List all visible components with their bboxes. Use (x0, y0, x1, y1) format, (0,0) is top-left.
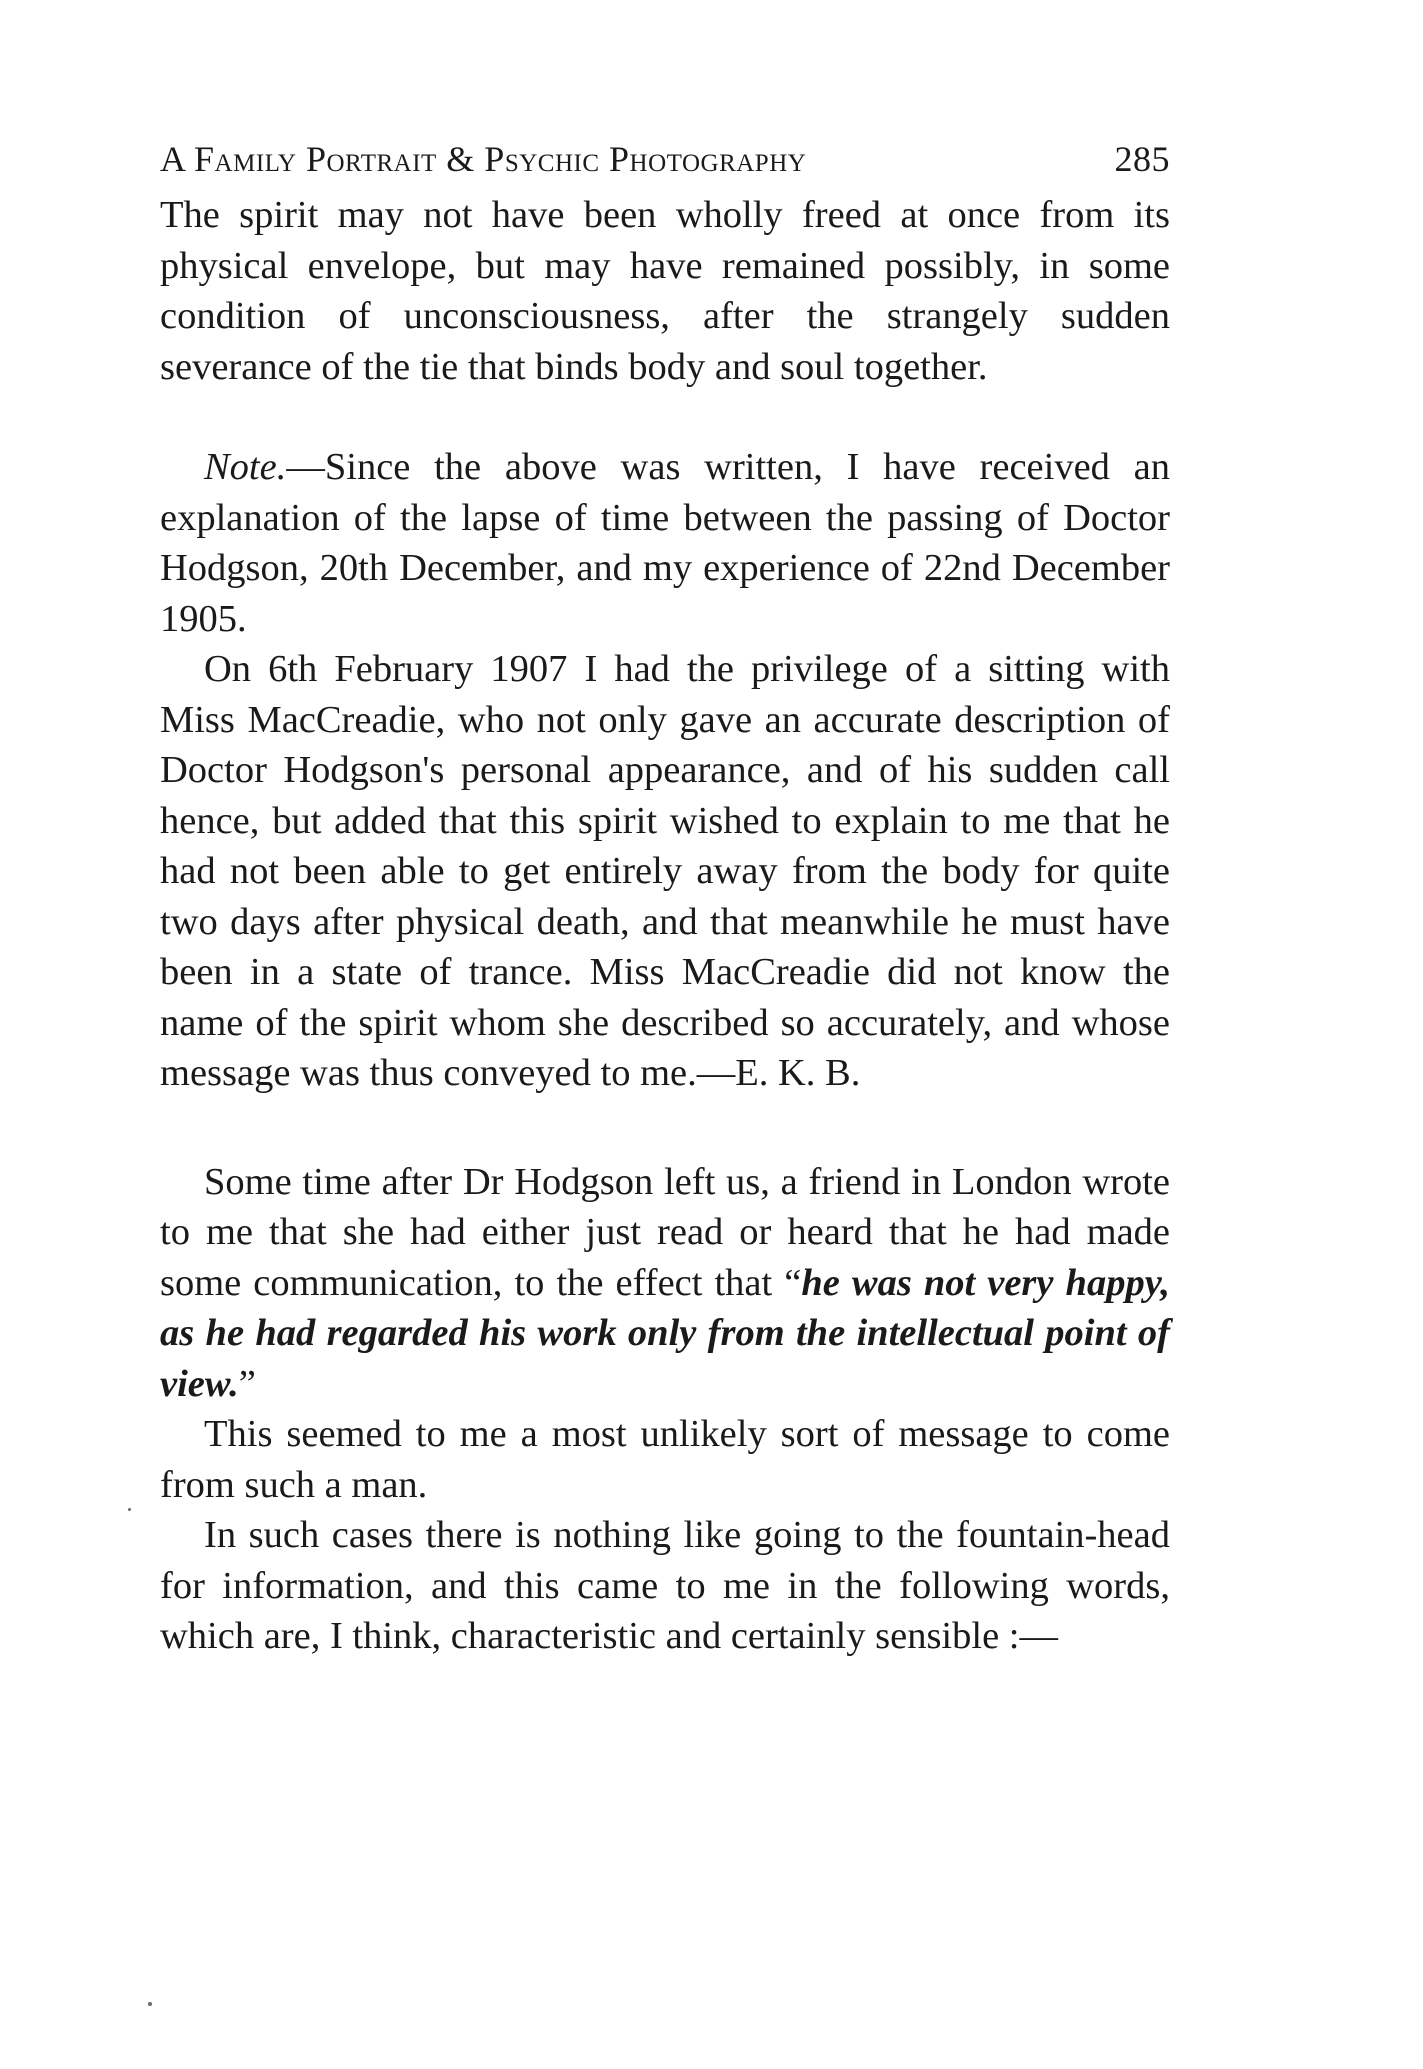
quoted-message: he was not very happy, as he had regarded his work only from the intellectual point of view. (160, 1261, 1170, 1405)
paragraph-friend-letter (160, 1157, 1170, 1410)
paragraph-fountain-head: In such cases there is nothing like going to the fountain-head for information, and this came to me in the following words, which are, I think, characteristic and certainly sensible :— (160, 1514, 1170, 1657)
paragraph-spirit: The spirit may not have been wholly freed at once from its physical envelope, but may have remained possibly, in some condition of unconsciousness, after the strangely sudden severance of the tie that binds body and soul together. (160, 194, 1170, 388)
paragraph-sitting: On 6th February 1907 I had the privilege of a sitting with Miss MacCreadie, who not only gave an accurate description of Doctor Hodgson's personal appearance, and of his sudden call hence, but added that this spirit wished to explain to me that he had not been able to get entirely away from the body for quite two days after physical death, and that meanwhile he must have been in a state of trance. Miss MacCreadie did not know the name of the spirit whom she described so accurately, and whose message was thus conveyed to me.—E. K. B. (160, 648, 1170, 1094)
note-label: Note. (204, 446, 287, 488)
paper-speck (128, 1508, 131, 1511)
note-text: —Since the above was written, I have received an explanation of the lapse of time between the passing of Doctor Hodgson, 20th December, and my experience of 22nd December 1905. (160, 446, 1170, 640)
book-page (160, 130, 1170, 1662)
running-title: A Family Portrait & Psychic Photography (160, 139, 807, 179)
page-number: 285 (1114, 139, 1170, 179)
letter-text-end: ” (238, 1362, 256, 1405)
letter-text-start: Some time after Dr Hodgson left us, a friend in London wrote to me that she had either just read or heard that he had made some communication, to the effect that “ (160, 1160, 1170, 1304)
paragraph-note (160, 442, 1170, 644)
page-header (160, 130, 1170, 190)
paragraph-unlikely-message: This seemed to me a most unlikely sort of message to come from such a man. (160, 1413, 1170, 1506)
paper-speck (148, 2002, 152, 2006)
